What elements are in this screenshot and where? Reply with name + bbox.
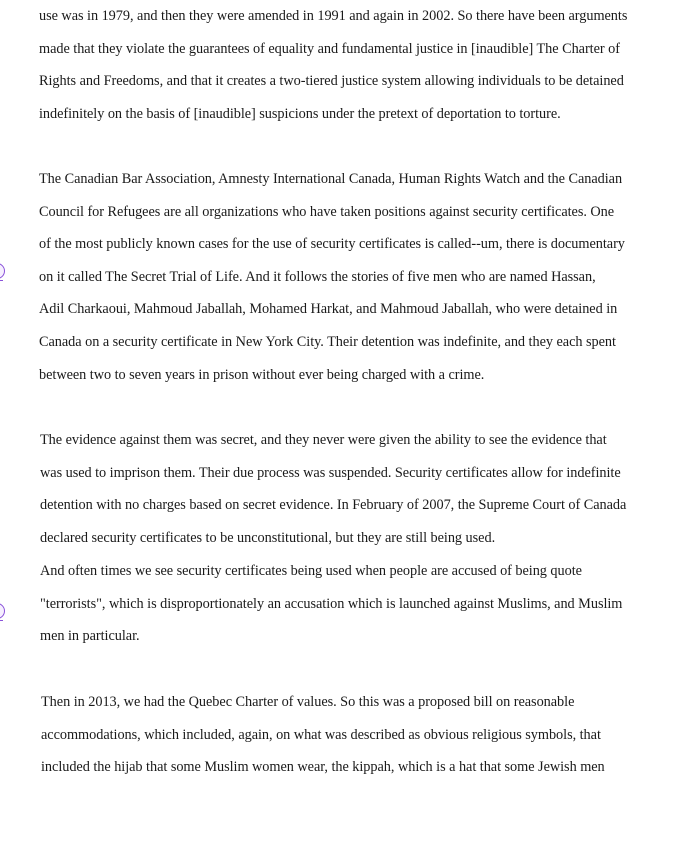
text-line: Canada on a security certificate in New York City. Their detention was indefinite, and they each spent bbox=[39, 333, 616, 350]
paragraph bbox=[39, 163, 639, 391]
text-line: accommodations, which included, again, on what was described as obvious religious symbols, that bbox=[41, 726, 601, 743]
text-line: between two to seven years in prison without ever being charged with a crime. bbox=[39, 366, 485, 383]
text-line: indefinitely on the basis of [inaudible] suspicions under the pretext of deportation to torture. bbox=[39, 105, 561, 122]
text-line: The evidence against them was secret, and they never were given the ability to see the evidence that bbox=[40, 432, 607, 448]
text-line: use was in 1979, and then they were amended in 1991 and again in 2002. So there have been arguments bbox=[39, 8, 628, 24]
text-line: men in particular. bbox=[40, 628, 140, 645]
paragraph bbox=[41, 686, 641, 784]
text-line: declared security certificates to be unconstitutional, but they are still being used. bbox=[40, 529, 496, 546]
text-line: detention with no charges based on secret evidence. In February of 2007, the Supreme Court of Canada bbox=[40, 497, 627, 514]
text-line: And often times we see security certificates being used when people are accused of being quote bbox=[40, 563, 582, 579]
text-line: was used to imprison them. Their due process was suspended. Security certificates allow for indefinite bbox=[40, 464, 621, 481]
text-line: Adil Charkaoui, Mahmoud Jaballah, Mohamed Harkat, and Mahmoud Jaballah, who were detained in bbox=[39, 301, 618, 318]
comment-marker-icon[interactable] bbox=[0, 603, 5, 619]
text-line: Then in 2013, we had the Quebec Charter of values. So this was a proposed bill on reasonable bbox=[41, 694, 575, 710]
text-line: The Canadian Bar Association, Amnesty International Canada, Human Rights Watch and the Canadian bbox=[39, 171, 623, 187]
comment-marker-icon[interactable] bbox=[0, 263, 5, 279]
text-line: of the most publicly known cases for the use of security certificates is called--um, there is documentary bbox=[39, 236, 625, 253]
text-line: included the hijab that some Muslim women wear, the kippah, which is a hat that some Jewish men bbox=[41, 759, 605, 776]
paragraph bbox=[39, 0, 639, 130]
paragraph bbox=[40, 555, 640, 653]
text-line: made that they violate the guarantees of equality and fundamental justice in [inaudible] The Charter of bbox=[39, 40, 620, 57]
text-line: on it called The Secret Trial of Life. And it follows the stories of five men who are named Hassan, bbox=[39, 268, 596, 285]
text-line: Rights and Freedoms, and that it creates a two-tiered justice system allowing individuals to be detained bbox=[39, 73, 624, 90]
paragraph bbox=[40, 424, 640, 554]
text-line: "terrorists", which is disproportionately an accusation which is launched against Muslims, and Muslim bbox=[40, 595, 623, 612]
text-line: Council for Refugees are all organizations who have taken positions against security certificates. One bbox=[39, 203, 615, 220]
